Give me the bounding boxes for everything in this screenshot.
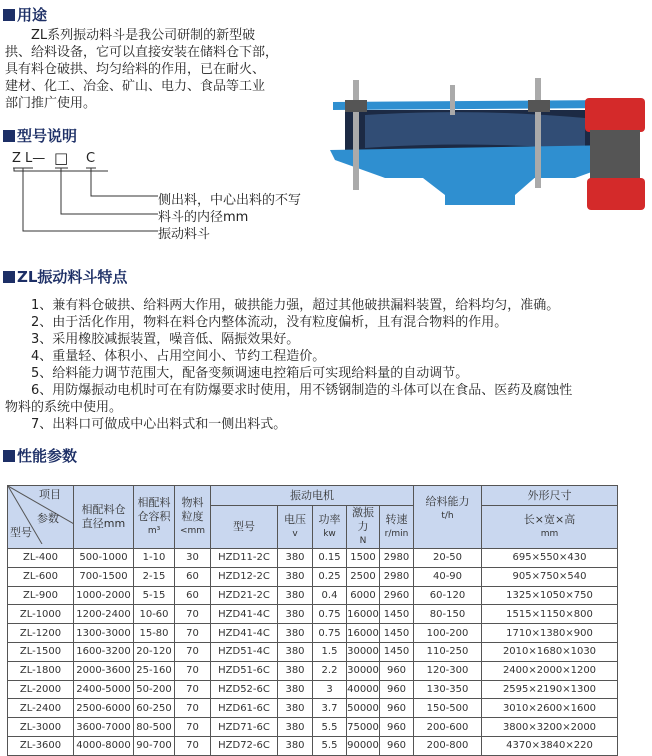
table-cell: 3800×3200×2000 [482, 718, 618, 737]
header-voltage: 电压 v [278, 506, 313, 549]
table-cell: 2500-6000 [74, 699, 134, 718]
table-cell: ZL-400 [8, 549, 74, 568]
table-cell: 2400×2000×1200 [482, 661, 618, 680]
table-cell: 2500 [347, 567, 380, 586]
table-cell: 380 [278, 586, 313, 605]
table-cell: 960 [380, 661, 414, 680]
table-cell: 2000-3600 [74, 661, 134, 680]
table-cell: 0.4 [313, 586, 347, 605]
table-cell: ZL-3000 [8, 718, 74, 737]
table-cell: 1450 [380, 605, 414, 624]
table-cell: ZL-2400 [8, 699, 74, 718]
table-cell: 50000 [347, 699, 380, 718]
table-cell: 1710×1380×900 [482, 624, 618, 643]
table-cell: ZL-900 [8, 586, 74, 605]
table-cell: 380 [278, 642, 313, 661]
table-row [8, 549, 618, 568]
table-cell: 695×550×430 [482, 549, 618, 568]
table-cell: 380 [278, 605, 313, 624]
table-cell: 1.5 [313, 642, 347, 661]
feature-item: 6、用防爆振动电机时可在有防爆要求时使用，用不锈钢制造的斗体可以在食品、医药及腐蚀性 [31, 383, 573, 398]
table-cell: HZD72-6C [211, 736, 278, 755]
table-row [8, 680, 618, 699]
table-cell: HZD41-4C [211, 605, 278, 624]
table-cell: 1450 [380, 624, 414, 643]
header-power: 功率 kw [313, 506, 347, 549]
table-cell: 380 [278, 549, 313, 568]
table-cell: 2-15 [134, 567, 175, 586]
table-cell: 1600-3200 [74, 642, 134, 661]
table-cell: 5.5 [313, 718, 347, 737]
table-cell: 4370×3840×220 [482, 736, 618, 755]
table-cell: 60 [175, 567, 211, 586]
table-cell: HZD11-2C [211, 549, 278, 568]
table-cell: 380 [278, 624, 313, 643]
table-cell: 70 [175, 736, 211, 755]
header-dimensions-sub: 长×宽×高 mm [482, 506, 618, 549]
table-cell: 5.5 [313, 736, 347, 755]
table-cell: 80-500 [134, 718, 175, 737]
header-bin-volume: 相配料 仓容积 m³ [134, 486, 175, 549]
table-cell: 130-350 [414, 680, 482, 699]
table-cell: 16000 [347, 605, 380, 624]
table-cell: 1325×1050×750 [482, 586, 618, 605]
table-cell: 2400-5000 [74, 680, 134, 699]
model-heading: 型号说明 [3, 125, 77, 146]
header-motor: 振动电机 [211, 486, 414, 506]
table-cell: 380 [278, 718, 313, 737]
table-cell: ZL-1200 [8, 624, 74, 643]
table-cell: 3010×2600×1600 [482, 699, 618, 718]
table-cell: 20-120 [134, 642, 175, 661]
header-particle-size: 物料 粒度 <mm [175, 486, 211, 549]
table-cell: HZD41-4C [211, 624, 278, 643]
table-cell: 90000 [347, 736, 380, 755]
table-cell: 70 [175, 605, 211, 624]
table-cell: 2.2 [313, 661, 347, 680]
header-force: 激振力 N [347, 506, 380, 549]
table-cell: HZD21-2C [211, 586, 278, 605]
table-cell: 15-80 [134, 624, 175, 643]
usage-paragraph: ZL系列振动料斗是我公司研制的新型破 拱、给料设备，它可以直接安装在储料仓下部， 具有料仓破拱、均匀给料的作用，已在耐火、 建材、化工、冶金、矿山、电力、食品等工业 部门推广使用。 [5, 28, 279, 111]
table-cell: 70 [175, 718, 211, 737]
table-row [8, 661, 618, 680]
feature-item-continued: 物料的系统中使用。 [5, 400, 123, 415]
table-cell: 70 [175, 699, 211, 718]
table-cell: 200-600 [414, 718, 482, 737]
table-cell: HZD12-2C [211, 567, 278, 586]
params-heading: 性能参数 [3, 445, 77, 466]
vibrating-hopper-photo [325, 60, 645, 210]
table-cell: 380 [278, 699, 313, 718]
table-cell: 70 [175, 680, 211, 699]
table-cell: ZL-3600 [8, 736, 74, 755]
table-cell: 0.75 [313, 624, 347, 643]
header-motor-model: 型号 [211, 506, 278, 549]
feature-item: 2、由于活化作用，物料在料仓内整体流动，没有粒度偏析，且有混合物料的作用。 [31, 315, 508, 330]
feature-item: 5、给料能力调节范围大，配备变频调速电控箱后可实现给料量的自动调节。 [31, 366, 469, 381]
table-cell: 3600-7000 [74, 718, 134, 737]
table-cell: 3.7 [313, 699, 347, 718]
table-cell: 60-120 [414, 586, 482, 605]
table-cell: HZD52-6C [211, 680, 278, 699]
table-cell: 2960 [380, 586, 414, 605]
table-row [8, 699, 618, 718]
table-cell: 60-250 [134, 699, 175, 718]
table-cell: 200-800 [414, 736, 482, 755]
table-row [8, 624, 618, 643]
table-cell: 30000 [347, 642, 380, 661]
table-cell: 70 [175, 624, 211, 643]
table-cell: 90-700 [134, 736, 175, 755]
feature-item: 3、采用橡胶减振装置，噪音低、隔振效果好。 [31, 332, 300, 347]
table-cell: 4000-8000 [74, 736, 134, 755]
table-cell: 6000 [347, 586, 380, 605]
table-cell: 2980 [380, 567, 414, 586]
feature-item: 1、兼有料仓破拱、给料两大作用，破拱能力强，超过其他破拱漏料装置，给料均匀，准确。 [31, 298, 560, 313]
features-list [5, 297, 645, 433]
table-cell: 2010×1680×1030 [482, 642, 618, 661]
table-cell: 100-200 [414, 624, 482, 643]
table-row [8, 567, 618, 586]
table-cell: 16000 [347, 624, 380, 643]
table-cell: 20-50 [414, 549, 482, 568]
table-cell: HZD61-6C [211, 699, 278, 718]
usage-heading: 用途 [3, 4, 47, 25]
table-cell: 1500 [347, 549, 380, 568]
table-cell: 380 [278, 680, 313, 699]
header-bin-diameter: 相配料仓 直径mm [74, 486, 134, 549]
table-cell: ZL-600 [8, 567, 74, 586]
table-cell: 500-1000 [74, 549, 134, 568]
table-cell: 10-60 [134, 605, 175, 624]
table-cell: HZD51-6C [211, 661, 278, 680]
table-cell: 30 [175, 549, 211, 568]
table-cell: 1515×1150×800 [482, 605, 618, 624]
header-capacity: 给料能力 t/h [414, 486, 482, 549]
square-bullet-icon [3, 271, 15, 283]
table-cell: HZD71-6C [211, 718, 278, 737]
table-cell: 2980 [380, 549, 414, 568]
table-cell: 960 [380, 718, 414, 737]
table-row [8, 642, 618, 661]
table-cell: 120-300 [414, 661, 482, 680]
table-cell: 380 [278, 736, 313, 755]
table-cell: 2595×2190×1300 [482, 680, 618, 699]
table-cell: 80-150 [414, 605, 482, 624]
table-cell: 60 [175, 586, 211, 605]
table-cell: 150-500 [414, 699, 482, 718]
table-cell: ZL-1500 [8, 642, 74, 661]
table-cell: 700-1500 [74, 567, 134, 586]
table-cell: ZL-1000 [8, 605, 74, 624]
table-cell: 905×750×540 [482, 567, 618, 586]
table-cell: 1300-3000 [74, 624, 134, 643]
table-row [8, 586, 618, 605]
table-cell: 110-250 [414, 642, 482, 661]
table-cell: 960 [380, 736, 414, 755]
performance-table [7, 485, 618, 756]
table-cell: 1450 [380, 642, 414, 661]
table-cell: 1200-2400 [74, 605, 134, 624]
table-cell: 5-15 [134, 586, 175, 605]
table-row [8, 605, 618, 624]
table-cell: 1000-2000 [74, 586, 134, 605]
table-cell: 0.75 [313, 605, 347, 624]
table-cell: 380 [278, 567, 313, 586]
table-cell: ZL-1800 [8, 661, 74, 680]
table-cell: 960 [380, 699, 414, 718]
table-cell: 50-200 [134, 680, 175, 699]
table-cell: 0.25 [313, 567, 347, 586]
features-heading: ZL振动料斗特点 [3, 266, 127, 287]
feature-item: 7、出料口可做成中心出料式和一侧出料式。 [31, 417, 287, 432]
corner-header: 项目 参数 型号 [8, 486, 74, 549]
table-cell: 380 [278, 661, 313, 680]
table-row [8, 718, 618, 737]
table-cell: 0.15 [313, 549, 347, 568]
table-cell: 75000 [347, 718, 380, 737]
table-row [8, 736, 618, 755]
header-dimensions: 外形尺寸 [482, 486, 618, 506]
table-cell: 3 [313, 680, 347, 699]
table-cell: 1-10 [134, 549, 175, 568]
table-cell: 40-90 [414, 567, 482, 586]
feature-item: 4、重量轻、体积小、占用空间小、节约工程造价。 [31, 349, 326, 364]
table-cell: 70 [175, 642, 211, 661]
table-cell: 40000 [347, 680, 380, 699]
table-cell: HZD51-4C [211, 642, 278, 661]
square-bullet-icon [3, 450, 15, 462]
table-cell: 70 [175, 661, 211, 680]
header-speed: 转速 r/min [380, 506, 414, 549]
table-cell: 25-160 [134, 661, 175, 680]
table-cell: ZL-2000 [8, 680, 74, 699]
table-cell: 960 [380, 680, 414, 699]
table-cell: 30000 [347, 661, 380, 680]
